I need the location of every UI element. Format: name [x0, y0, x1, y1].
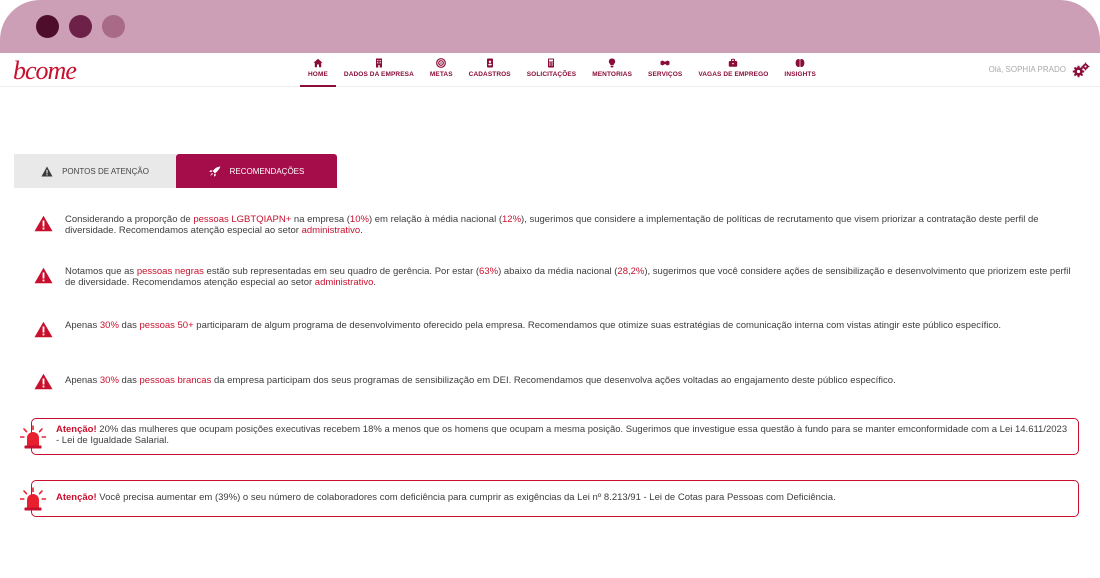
- recommendation-text: Considerando a proporção de pessoas LGBTQIAPN+ na empresa (10%) em relação à média nacional (12%), sugerimos que considere a implementação de políticas de recrutamento que visem priorizar a contratação deste perfil de diversidade. Recomendamos atenção especial ao setor administrativo.: [65, 214, 1039, 236]
- nav-item-dados-da-empresa[interactable]: [336, 53, 422, 86]
- nav-label: CADASTROS: [468, 71, 511, 78]
- warning-triangle-icon: [34, 267, 53, 284]
- bcome-logo[interactable]: bcome: [13, 56, 76, 85]
- home-icon: [313, 58, 323, 68]
- user-greeting: Olá, SOPHIA PRADO: [988, 65, 1066, 74]
- target-icon: [436, 58, 446, 68]
- building-icon: [374, 58, 384, 68]
- minimize-window-dot[interactable]: [69, 15, 92, 38]
- nav-label: SERVIÇOS: [648, 71, 683, 78]
- calculator-icon: [546, 58, 556, 68]
- recommendation-item: [34, 372, 1084, 390]
- nav-item-mentorias[interactable]: [584, 53, 640, 86]
- insights-tabs: [14, 154, 337, 188]
- rocket-icon: [209, 166, 221, 177]
- handshake-icon: [660, 58, 670, 68]
- tab-pontos-de-atencao[interactable]: [14, 154, 176, 188]
- recommendation-text: Apenas 30% das pessoas brancas da empresa participam dos seus programas de sensibilização em DEI. Recomendamos que desenvolva ações voltadas ao engajamento deste público específico.: [65, 375, 896, 386]
- alarm-siren-icon: [20, 425, 46, 449]
- window-titlebar: [0, 0, 1100, 53]
- nav-label: MENTORIAS: [592, 71, 633, 78]
- tab-label: RECOMENDAÇÕES: [229, 166, 305, 176]
- alert-box: [31, 480, 1079, 517]
- nav-label: DADOS DA EMPRESA: [343, 71, 414, 78]
- nav-label: HOME: [308, 71, 328, 78]
- warning-triangle-icon: [34, 215, 53, 232]
- recommendation-item: [34, 214, 1084, 236]
- alert-text: Atenção! Você precisa aumentar em (39%) o seu número de colaboradores com deficiência para cumprir as exigências da Lei nº 8.213/91 - Lei de Cotas para Pessoas com Deficiência.: [56, 492, 836, 503]
- recommendation-item: [34, 320, 1084, 338]
- top-navbar: [0, 53, 1100, 87]
- alert-box: [31, 418, 1079, 455]
- nav-label: SOLICITAÇÕES: [526, 71, 577, 78]
- briefcase-icon: [728, 58, 738, 68]
- nav-item-servicos[interactable]: [640, 53, 690, 86]
- close-window-dot[interactable]: [36, 15, 59, 38]
- recommendation-text: Apenas 30% das pessoas 50+ participaram de algum programa de desenvolvimento oferecido pela empresa. Recomendamos que otimize suas estratégias de comunicação interna com vistas atingir este público específico.: [65, 320, 1002, 331]
- tab-recomendacoes[interactable]: [176, 154, 337, 188]
- warning-icon: [41, 166, 53, 177]
- maximize-window-dot[interactable]: [102, 15, 125, 38]
- recommendation-text: Notamos que as pessoas negras estão sub representadas em seu quadro de gerência. Por estar (63%) abaixo da média nacional (28,2%), sugerimos que você considere ações de sensibilização e desenvolvimento que priorizem este perfil de diversidade. Recomendamos atenção especial ao setor administrativo.: [65, 266, 1071, 288]
- nav-item-insights[interactable]: [776, 53, 824, 86]
- id-card-icon: [485, 58, 495, 68]
- settings-gears-icon[interactable]: [1072, 62, 1090, 78]
- tab-label: PONTOS DE ATENÇÃO: [62, 166, 149, 176]
- nav-item-solicitacoes[interactable]: [519, 53, 584, 86]
- nav-item-metas[interactable]: [422, 53, 461, 86]
- recommendation-item: [34, 266, 1084, 288]
- nav-item-vagas-de-emprego[interactable]: [690, 53, 776, 86]
- brain-icon: [795, 58, 805, 68]
- nav-label: INSIGHTS: [784, 71, 816, 78]
- main-nav: [300, 53, 824, 87]
- nav-item-cadastros[interactable]: [461, 53, 519, 86]
- alert-text: Atenção! 20% das mulheres que ocupam posições executivas recebem 18% a menos que os homens que ocupam a mesma posição. Sugerimos que investigue essa questão à fundo para se manter emconformidade com a Lei 14.611/2023 - Lei de Igualdade Salarial.: [56, 424, 1068, 446]
- alarm-siren-icon: [20, 487, 46, 511]
- nav-item-home[interactable]: [300, 53, 336, 86]
- nav-label: VAGAS DE EMPREGO: [698, 71, 769, 78]
- lightbulb-icon: [607, 58, 617, 68]
- warning-triangle-icon: [34, 321, 53, 338]
- nav-label: METAS: [429, 71, 453, 78]
- warning-triangle-icon: [34, 373, 53, 390]
